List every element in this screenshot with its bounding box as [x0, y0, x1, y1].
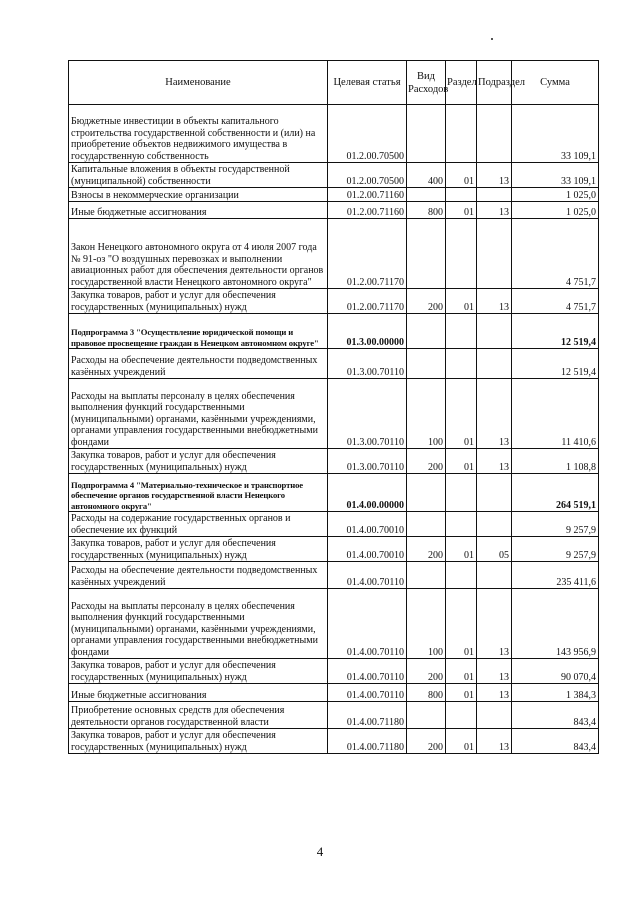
row-subsection: 13: [477, 379, 512, 449]
row-section: 01: [446, 379, 477, 449]
row-sum: 235 411,6: [512, 562, 599, 589]
row-target-article: 01.4.00.71180: [328, 729, 407, 754]
row-section: [446, 702, 477, 729]
row-name: Подпрограмма 3 "Осуществление юридической помощи и правовое просвещение граждан в Ненецком автономном округе": [69, 314, 328, 349]
row-section: 01: [446, 659, 477, 684]
row-expense-type: [407, 349, 446, 379]
table-row: [69, 163, 599, 188]
row-expense-type: [407, 219, 446, 289]
header-target-article: Целевая статья: [328, 61, 407, 105]
row-subsection: [477, 105, 512, 163]
row-target-article: 01.4.00.70110: [328, 562, 407, 589]
row-name: Иные бюджетные ассигнования: [69, 684, 328, 702]
table-body: [69, 105, 599, 754]
row-name: Расходы на обеспечение деятельности подведомственных казённых учреждений: [69, 562, 328, 589]
row-section: 01: [446, 589, 477, 659]
row-sum: 9 257,9: [512, 512, 599, 537]
row-name: Иные бюджетные ассигнования: [69, 202, 328, 219]
scan-speck: [491, 38, 493, 40]
row-subsection: [477, 219, 512, 289]
row-sum: 12 519,4: [512, 349, 599, 379]
table-row: [69, 379, 599, 449]
row-section: [446, 349, 477, 379]
row-section: [446, 562, 477, 589]
row-name: Закупка товаров, работ и услуг для обеспечения государственных (муниципальных) нужд: [69, 537, 328, 562]
row-section: 01: [446, 289, 477, 314]
row-target-article: 01.2.00.70500: [328, 163, 407, 188]
row-sum: 4 751,7: [512, 219, 599, 289]
row-target-article: 01.4.00.70110: [328, 684, 407, 702]
header-name: Наименование: [69, 61, 328, 105]
row-subsection: [477, 314, 512, 349]
row-sum: 12 519,4: [512, 314, 599, 349]
row-section: [446, 105, 477, 163]
row-name: Закупка товаров, работ и услуг для обеспечения государственных (муниципальных) нужд: [69, 659, 328, 684]
row-target-article: 01.2.00.70500: [328, 105, 407, 163]
row-section: [446, 512, 477, 537]
row-expense-type: 800: [407, 202, 446, 219]
row-name: Расходы на содержание государственных органов и обеспечение их функций: [69, 512, 328, 537]
row-sum: 90 070,4: [512, 659, 599, 684]
row-name: Закупка товаров, работ и услуг для обеспечения государственных (муниципальных) нужд: [69, 449, 328, 474]
table-row: [69, 537, 599, 562]
row-sum: 33 109,1: [512, 163, 599, 188]
row-name: Закон Ненецкого автономного округа от 4 июля 2007 года № 91-оз "О воздушных перевозках и выполнении авиационных работ для обеспечения деятельности органов государственной власти Ненецкого автономного округа": [69, 219, 328, 289]
row-subsection: 13: [477, 289, 512, 314]
budget-table: [68, 60, 599, 754]
page-number: 4: [316, 844, 324, 859]
row-name: Расходы на обеспечение деятельности подведомственных казённых учреждений: [69, 349, 328, 379]
row-expense-type: [407, 562, 446, 589]
row-target-article: 01.2.00.71160: [328, 202, 407, 219]
row-section: [446, 219, 477, 289]
row-sum: 1 025,0: [512, 202, 599, 219]
row-target-article: 01.4.00.70010: [328, 512, 407, 537]
row-subsection: [477, 562, 512, 589]
row-expense-type: [407, 314, 446, 349]
row-target-article: 01.4.00.71180: [328, 702, 407, 729]
row-expense-type: 400: [407, 163, 446, 188]
row-name: Капитальные вложения в объекты государственной (муниципальной) собственности: [69, 163, 328, 188]
row-target-article: 01.4.00.70110: [328, 659, 407, 684]
row-sum: 264 519,1: [512, 474, 599, 512]
row-name: Приобретение основных средств для обеспечения деятельности органов государственной власти: [69, 702, 328, 729]
table-row: [69, 589, 599, 659]
row-expense-type: 200: [407, 449, 446, 474]
header-subsection: Подраздел: [477, 61, 512, 105]
row-name: Расходы на выплаты персоналу в целях обеспечения выполнения функций государственными (муниципальными) органами, казёнными учреждениями, органами управления государственными внебюджетными фондами: [69, 589, 328, 659]
table-row: [69, 562, 599, 589]
row-target-article: 01.3.00.70110: [328, 379, 407, 449]
row-name: Закупка товаров, работ и услуг для обеспечения государственных (муниципальных) нужд: [69, 729, 328, 754]
row-target-article: 01.2.00.71160: [328, 188, 407, 202]
row-section: 01: [446, 163, 477, 188]
row-expense-type: 100: [407, 589, 446, 659]
row-name: Подпрограмма 4 "Материально-техническое и транспортное обеспечение органов государственной власти Ненецкого автономного округа": [69, 474, 328, 512]
row-sum: 1 025,0: [512, 188, 599, 202]
row-sum: 1 384,3: [512, 684, 599, 702]
row-name: Бюджетные инвестиции в объекты капитального строительства государственной собственности и (или) на приобретение объектов недвижимого имущества в государственную собственность: [69, 105, 328, 163]
row-section: 01: [446, 729, 477, 754]
row-section: 01: [446, 202, 477, 219]
row-subsection: [477, 474, 512, 512]
table-row: [69, 702, 599, 729]
table-row: [69, 219, 599, 289]
row-target-article: 01.4.00.00000: [328, 474, 407, 512]
row-subsection: [477, 512, 512, 537]
row-sum: 9 257,9: [512, 537, 599, 562]
row-target-article: 01.2.00.71170: [328, 219, 407, 289]
row-target-article: 01.2.00.71170: [328, 289, 407, 314]
row-expense-type: 100: [407, 379, 446, 449]
row-sum: 843,4: [512, 729, 599, 754]
row-subsection: 13: [477, 684, 512, 702]
row-name: Закупка товаров, работ и услуг для обеспечения государственных (муниципальных) нужд: [69, 289, 328, 314]
row-subsection: 13: [477, 659, 512, 684]
table-row: [69, 729, 599, 754]
row-sum: 33 109,1: [512, 105, 599, 163]
table-row: [69, 188, 599, 202]
row-subsection: 13: [477, 589, 512, 659]
row-section: 01: [446, 449, 477, 474]
table-row: [69, 289, 599, 314]
row-sum: 143 956,9: [512, 589, 599, 659]
row-subsection: 13: [477, 202, 512, 219]
row-subsection: [477, 702, 512, 729]
row-section: 01: [446, 537, 477, 562]
row-sum: 843,4: [512, 702, 599, 729]
row-section: [446, 314, 477, 349]
row-subsection: 13: [477, 163, 512, 188]
row-sum: 11 410,6: [512, 379, 599, 449]
table-row: [69, 684, 599, 702]
row-sum: 4 751,7: [512, 289, 599, 314]
row-target-article: 01.3.00.70110: [328, 449, 407, 474]
row-subsection: 05: [477, 537, 512, 562]
row-expense-type: 800: [407, 684, 446, 702]
row-section: 01: [446, 684, 477, 702]
table-row: [69, 512, 599, 537]
table-row: [69, 349, 599, 379]
row-expense-type: [407, 512, 446, 537]
header-expense-type: Вид Расходов: [407, 61, 446, 105]
row-expense-type: [407, 474, 446, 512]
row-expense-type: [407, 105, 446, 163]
row-target-article: 01.3.00.70110: [328, 349, 407, 379]
row-expense-type: [407, 188, 446, 202]
row-name: Взносы в некоммерческие организации: [69, 188, 328, 202]
row-expense-type: 200: [407, 289, 446, 314]
row-target-article: 01.3.00.00000: [328, 314, 407, 349]
row-expense-type: 200: [407, 729, 446, 754]
row-subsection: 13: [477, 729, 512, 754]
header-section: Раздел: [446, 61, 477, 105]
table-row: [69, 314, 599, 349]
header-sum: Сумма: [512, 61, 599, 105]
table-row: [69, 474, 599, 512]
row-expense-type: 200: [407, 659, 446, 684]
table-row: [69, 202, 599, 219]
table-header-row: [69, 61, 599, 105]
row-section: [446, 188, 477, 202]
row-section: [446, 474, 477, 512]
row-name: Расходы на выплаты персоналу в целях обеспечения выполнения функций государственными (муниципальными) органами, казёнными учреждениями, органами управления государственными внебюджетными фондами: [69, 379, 328, 449]
table-row: [69, 105, 599, 163]
table-row: [69, 659, 599, 684]
table-row: [69, 449, 599, 474]
row-subsection: [477, 349, 512, 379]
row-expense-type: 200: [407, 537, 446, 562]
row-target-article: 01.4.00.70010: [328, 537, 407, 562]
row-subsection: [477, 188, 512, 202]
row-target-article: 01.4.00.70110: [328, 589, 407, 659]
row-subsection: 13: [477, 449, 512, 474]
row-expense-type: [407, 702, 446, 729]
row-sum: 1 108,8: [512, 449, 599, 474]
